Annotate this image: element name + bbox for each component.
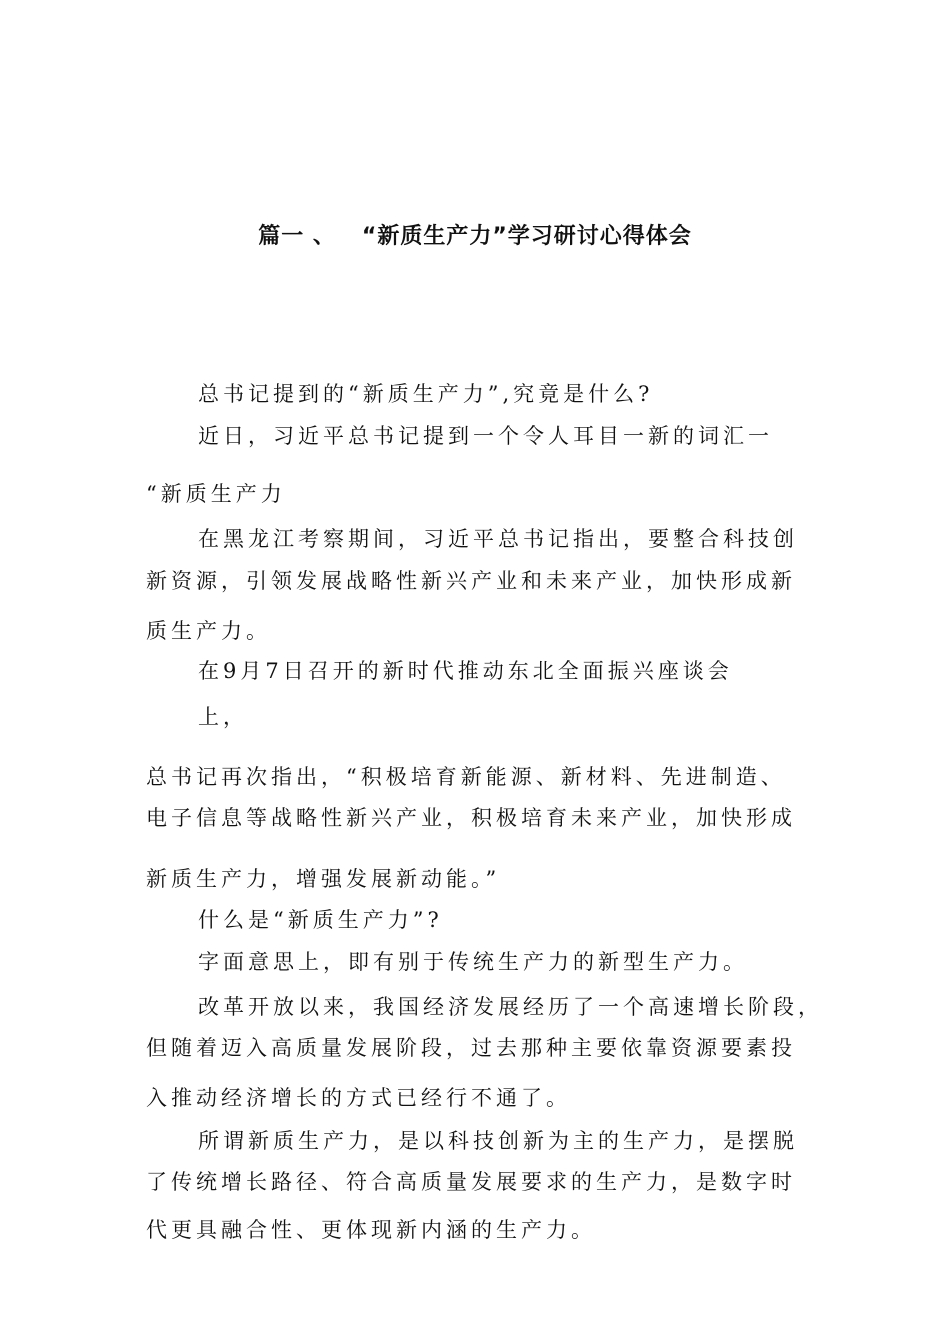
text-line: 改革开放以来，我国经济发展经历了一个高速增长阶段，	[198, 995, 823, 1019]
text-line: “新质生产力	[146, 482, 286, 506]
text-line: 上，	[198, 705, 248, 729]
text-line: 总书记提到的“新质生产力”,究竟是什么?	[198, 382, 654, 406]
text-line: 新质生产力，增强发展新动能。”	[146, 867, 501, 891]
text-line: 什么是“新质生产力”?	[198, 908, 443, 932]
text-line: 在9月7日召开的新时代推动东北全面振兴座谈会	[198, 659, 733, 683]
text-line: 新资源，引领发展战略性新兴产业和未来产业，加快形成新	[146, 569, 796, 593]
text-line: 在黑龙江考察期间，习近平总书记指出，要整合科技创	[198, 527, 798, 551]
text-line: 电子信息等战略性新兴产业，积极培育未来产业，加快形成	[146, 806, 796, 830]
text-line: 代更具融合性、更体现新内涵的生产力。	[146, 1218, 596, 1242]
text-line: 总书记再次指出，“积极培育新能源、新材料、先进制造、	[146, 765, 786, 789]
text-line: 字面意思上，即有别于传统生产力的新型生产力。	[198, 950, 748, 974]
document-title: 篇一 、 “新质生产力”学习研讨心得体会	[258, 224, 692, 249]
text-line: 所谓新质生产力，是以科技创新为主的生产力，是摆脱	[198, 1129, 798, 1153]
text-line: 了传统增长路径、符合高质量发展要求的生产力，是数字时	[146, 1170, 796, 1194]
text-line: 质生产力。	[146, 619, 271, 643]
text-line: 但随着迈入高质量发展阶段，过去那种主要依靠资源要素投	[146, 1036, 796, 1060]
text-line: 近日，习近平总书记提到一个令人耳目一新的词汇一	[198, 424, 773, 448]
text-line: 入推动经济增长的方式已经行不通了。	[146, 1086, 571, 1110]
